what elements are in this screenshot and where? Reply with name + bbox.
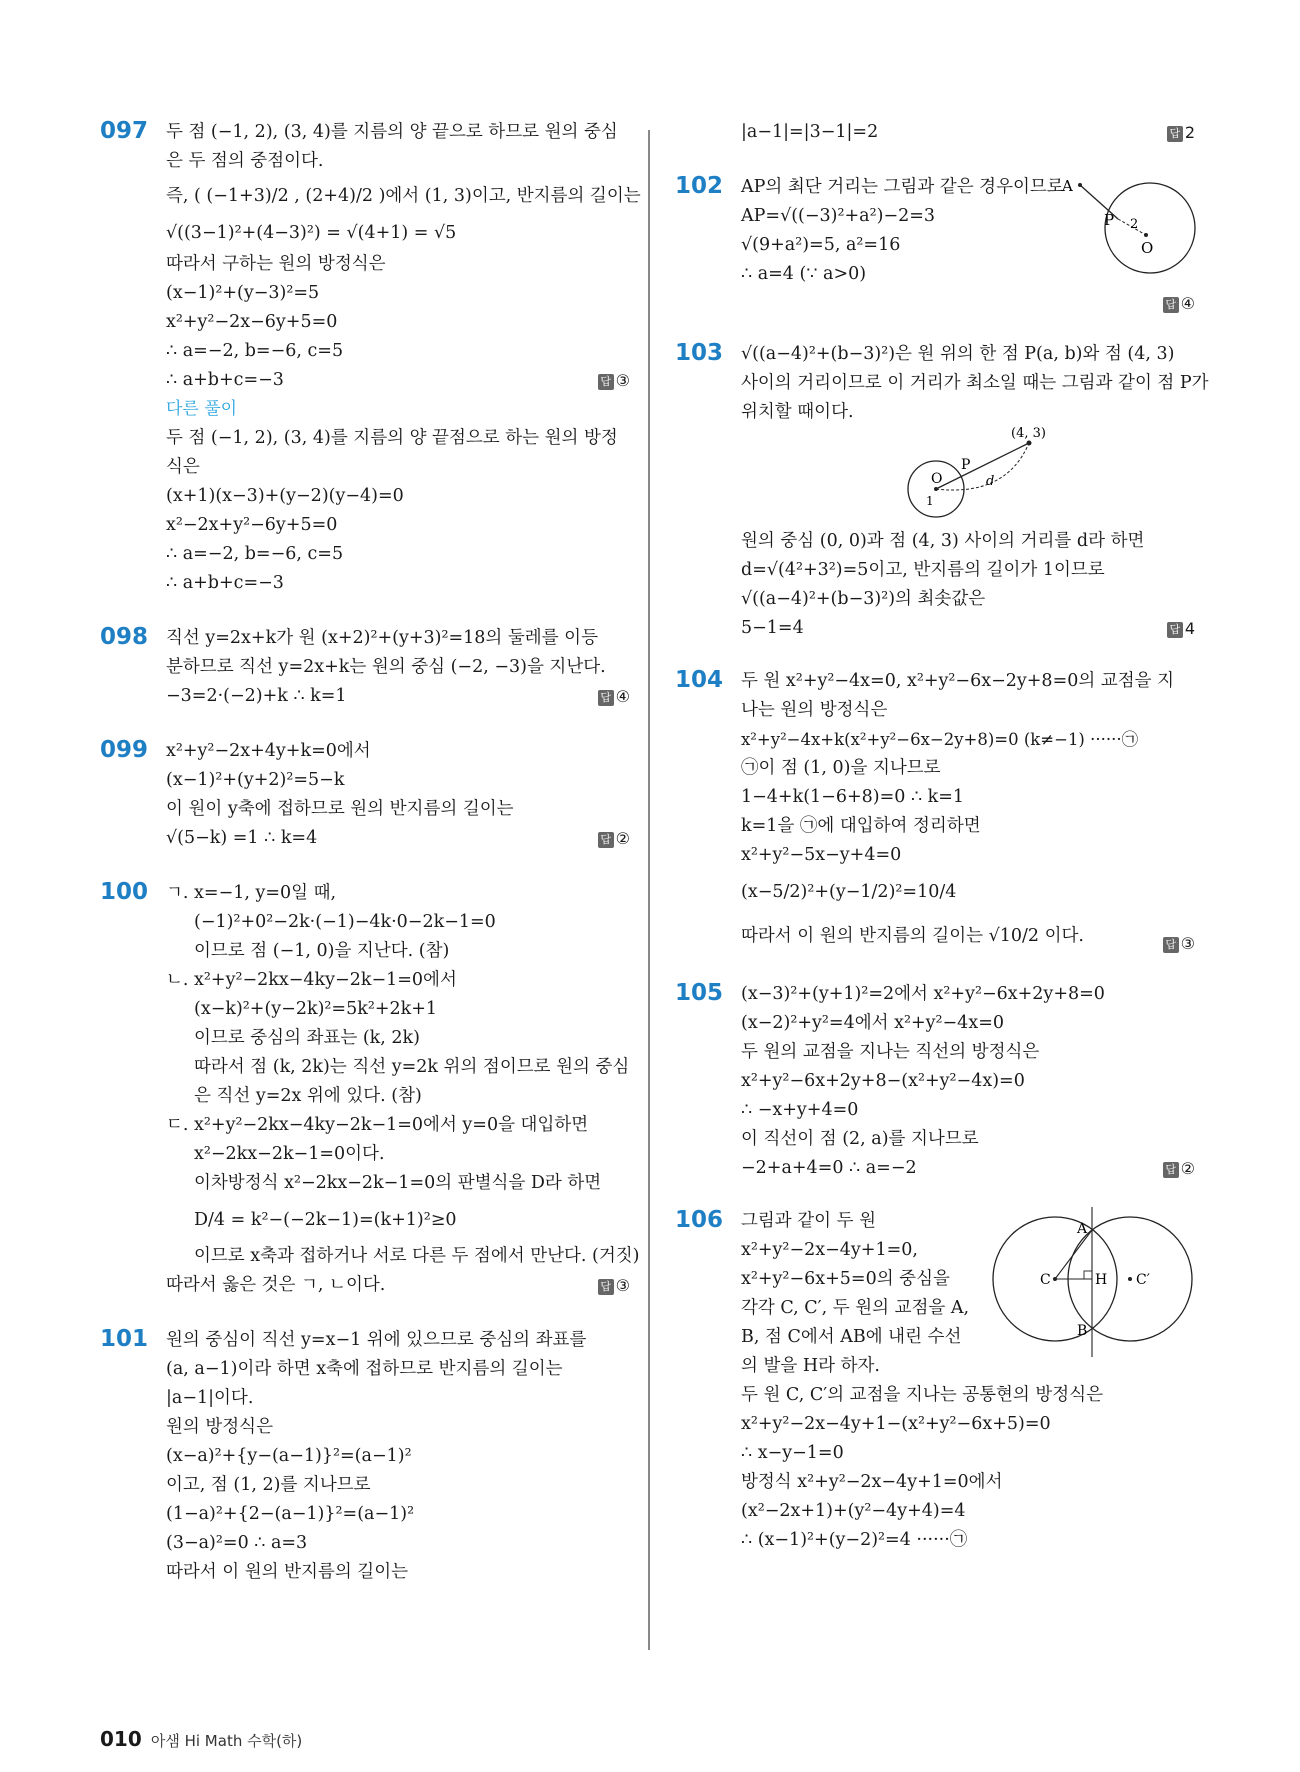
solution-line — [166, 682, 630, 711]
solution-line: 이므로 중심의 좌표는 (k, 2k) — [194, 1028, 420, 1048]
solution-line: (1−a)²+{2−(a−1)}²=(a−1)² — [166, 1504, 415, 1524]
solution-text: 5−1=4 — [741, 618, 804, 638]
solution-line: (x−k)²+(y−2k)²=5k²+2k+1 — [194, 999, 438, 1019]
point-o — [1144, 233, 1148, 237]
label-r: 1 — [926, 494, 934, 508]
solution-line: (x²−2x+1)+(y²−4y+4)=4 — [741, 1501, 966, 1521]
solution-line: 이므로 x축과 접하거나 서로 다른 두 점에서 만난다. (거짓) — [194, 1246, 640, 1266]
answer-badge-icon: 답 — [1163, 937, 1179, 953]
solution-line: 이므로 점 (−1, 0)을 지난다. (참) — [194, 941, 450, 961]
solution-line: 그림과 같이 두 원 — [741, 1211, 877, 1231]
answer-value: ③ — [615, 371, 630, 390]
solution-line: √((a−4)²+(b−3)²)은 원 위의 한 점 P(a, b)와 점 (4, 3) — [741, 344, 1175, 364]
figure-102 — [1060, 173, 1200, 283]
solution-line: AP의 최단 거리는 그림과 같은 경우이므로 — [741, 177, 1064, 197]
solution-line: ㉠이 점 (1, 0)을 지나므로 — [741, 758, 941, 778]
answer-value: 2 — [1184, 123, 1195, 142]
problem-number: 103 — [675, 340, 724, 366]
solution-line: 이고, 점 (1, 2)를 지나므로 — [166, 1475, 371, 1495]
problem-097 — [100, 118, 641, 598]
solution-line: ㄴ. x²+y²−2kx−4ky−2k−1=0에서 — [166, 970, 457, 990]
solution-text: √(5−k) =1 ∴ k=4 — [166, 828, 318, 848]
label-c: C — [1040, 1272, 1051, 1288]
label-o: O — [1141, 239, 1154, 257]
solution-line: 의 발을 H라 하자. — [741, 1356, 880, 1376]
problem-104 — [675, 667, 1195, 958]
label-p: P — [961, 457, 971, 473]
point-c-prime — [1128, 1277, 1132, 1281]
column-divider — [648, 130, 650, 1650]
solution-text: ∴ a+b+c=−3 — [166, 370, 284, 390]
solution-line: 두 점 (−1, 2), (3, 4)를 지름의 양 끝으로 하므로 원의 중심 — [166, 122, 618, 142]
problem-101 — [100, 1326, 630, 1587]
answer — [1163, 289, 1195, 318]
answer-value: ③ — [1180, 934, 1195, 953]
problem-number: 105 — [675, 980, 724, 1006]
solution-line: 따라서 이 원의 반지름의 길이는 — [166, 1562, 409, 1582]
solution-line: 은 두 점의 중점이다. — [166, 151, 324, 171]
solution-line: 이차방정식 x²−2kx−2k−1=0의 판별식을 D라 하면 — [194, 1173, 602, 1193]
solution-line — [166, 1271, 630, 1300]
solution-line: (−1)²+0²−2k·(−1)−4k·0−2k−1=0 — [194, 912, 496, 932]
answer — [1163, 1154, 1195, 1183]
solution-line: |a−1|이다. — [166, 1388, 254, 1408]
answer-badge-icon: 답 — [598, 1279, 614, 1295]
solution-line: B, 점 C에서 AB에 내린 수선 — [741, 1327, 962, 1347]
solution-line: 즉, ( (−1+3)/2 , (2+4)/2 )에서 (1, 3)이고, 반지름의 길이는 — [166, 186, 641, 206]
problem-099 — [100, 737, 630, 853]
problem-number: 098 — [100, 624, 149, 650]
solution-line: 분하므로 직선 y=2x+k는 원의 중심 (−2, −3)을 지난다. — [166, 657, 606, 677]
solution-line: 원의 중심 (0, 0)과 점 (4, 3) 사이의 거리를 d라 하면 — [741, 531, 1145, 551]
problem-number: 102 — [675, 173, 724, 199]
solution-line: AP=√((−3)²+a²)−2=3 — [741, 206, 936, 226]
label-r: 2 — [1130, 217, 1139, 232]
solution-line: (3−a)²=0 ∴ a=3 — [166, 1533, 308, 1553]
solution-line: ∴ a=4 (∵ a>0) — [741, 264, 867, 284]
solution-line: 원의 방정식은 — [166, 1417, 273, 1437]
solution-line — [741, 289, 1195, 318]
solution-line: ∴ x−y−1=0 — [741, 1443, 844, 1463]
answer-badge-icon: 답 — [1167, 622, 1183, 638]
answer — [598, 682, 630, 711]
solution-line: (x−3)²+(y+1)²=2에서 x²+y²−6x+2y+8=0 — [741, 984, 1105, 1004]
solution-line: 이 직선이 점 (2, a)를 지나므로 — [741, 1129, 979, 1149]
solution-line: 두 점 (−1, 2), (3, 4)를 지름의 양 끝점으로 하는 원의 방정 — [166, 428, 618, 448]
solution-line: √(9+a²)=5, a²=16 — [741, 235, 901, 255]
solution-line — [741, 118, 1195, 147]
answer-value: ④ — [1180, 294, 1195, 313]
answer — [598, 1271, 630, 1300]
right-angle-mark — [1084, 1271, 1092, 1279]
answer — [1163, 922, 1195, 966]
solution-line: x²+y²−2x−4y+1=0, — [741, 1240, 918, 1260]
solution-line: (x−1)²+(y+2)²=5−k — [166, 770, 345, 790]
problem-102 — [675, 173, 1195, 318]
answer — [598, 824, 630, 853]
problem-106 — [675, 1207, 1195, 1555]
solution-line: (x−1)²+(y−3)²=5 — [166, 283, 320, 303]
solution-line: 따라서 구하는 원의 방정식은 — [166, 254, 386, 274]
solution-line: 이 원이 y축에 접하므로 원의 반지름의 길이는 — [166, 799, 514, 819]
answer-value: ② — [615, 829, 630, 848]
solution-text: 따라서 옳은 것은 ㄱ, ㄴ이다. — [166, 1275, 386, 1295]
solution-line: ∴ a+b+c=−3 — [166, 573, 284, 593]
label-h: H — [1095, 1272, 1108, 1288]
point-c — [1053, 1277, 1057, 1281]
solution-text: −2+a+4=0 ∴ a=−2 — [741, 1158, 917, 1178]
problem-number: 097 — [100, 118, 149, 144]
label-point: (4, 3) — [1011, 427, 1046, 441]
problem-number: 106 — [675, 1207, 724, 1233]
answer-badge-icon: 답 — [1167, 126, 1183, 142]
solution-line: 나는 원의 방정식은 — [741, 700, 888, 720]
solution-line: 위치할 때이다. — [741, 402, 854, 422]
solution-line: x²+y²−2x−6y+5=0 — [166, 312, 338, 332]
solution-line: (x−a)²+{y−(a−1)}²=(a−1)² — [166, 1446, 412, 1466]
solution-line: 두 원 C, C′의 교점을 지나는 공통현의 방정식은 — [741, 1385, 1104, 1405]
solution-line: ㄷ. x²+y²−2kx−4ky−2k−1=0에서 y=0을 대입하면 — [166, 1115, 589, 1135]
answer-badge-icon: 답 — [598, 832, 614, 848]
solution-line — [741, 1154, 1195, 1183]
solution-text: 따라서 이 원의 반지름의 길이는 √10/2 이다. — [741, 926, 1084, 946]
solution-line: D/4 = k²−(−2k−1)=(k+1)²≥0 — [194, 1210, 457, 1230]
solution-line: 각각 C, C′, 두 원의 교점을 A, — [741, 1298, 970, 1318]
solution-line: √((3−1)²+(4−3)²) = √(4+1) = √5 — [166, 223, 457, 243]
solution-text: −3=2·(−2)+k ∴ k=1 — [166, 686, 347, 706]
problem-103 — [675, 340, 1209, 643]
answer-badge-icon: 답 — [1163, 1162, 1179, 1178]
answer-badge-icon: 답 — [598, 690, 614, 706]
page-number: 010 — [100, 1727, 142, 1751]
solution-line: (x−2)²+y²=4에서 x²+y²−4x=0 — [741, 1013, 1004, 1033]
solution-line: 사이의 거리이므로 이 거리가 최소일 때는 그림과 같이 점 P가 — [741, 373, 1209, 393]
problem-105 — [675, 980, 1195, 1183]
solution-line: x²+y²−6x+2y+8−(x²+y²−4x)=0 — [741, 1071, 1025, 1091]
solution-line — [741, 914, 1195, 958]
answer-badge-icon: 답 — [598, 374, 614, 390]
solution-line: x²−2kx−2k−1=0이다. — [194, 1144, 385, 1164]
problem-number: 100 — [100, 879, 149, 905]
problem-098 — [100, 624, 630, 711]
alternative-solution-title: 다른 풀이 — [166, 399, 238, 419]
solution-line — [741, 614, 1195, 643]
solution-line: ∴ −x+y+4=0 — [741, 1100, 859, 1120]
solution-line: 1−4+k(1−6+8)=0 ∴ k=1 — [741, 787, 965, 807]
answer-badge-icon: 답 — [1163, 297, 1179, 313]
point-a — [1078, 183, 1082, 187]
solution-line: (x−5/2)²+(y−1/2)²=10/4 — [741, 882, 957, 902]
answer — [1167, 118, 1195, 147]
problem-101-continued — [675, 118, 1195, 147]
solution-line: ∴ a=−2, b=−6, c=5 — [166, 544, 344, 564]
solution-line: 방정식 x²+y²−2x−4y+1=0에서 — [741, 1472, 1003, 1492]
solution-line: ∴ a=−2, b=−6, c=5 — [166, 341, 344, 361]
circle — [1105, 183, 1195, 273]
page-footer — [100, 1727, 302, 1751]
answer-value: ② — [1180, 1159, 1195, 1178]
solution-line: ㄱ. x=−1, y=0일 때, — [166, 883, 337, 903]
label-b: B — [1077, 1323, 1088, 1339]
solution-line: (x+1)(x−3)+(y−2)(y−4)=0 — [166, 486, 404, 506]
solution-line: 두 원의 교점을 지나는 직선의 방정식은 — [741, 1042, 1040, 1062]
problem-number: 101 — [100, 1326, 149, 1352]
problem-number: 104 — [675, 667, 724, 693]
solution-line: x²−2x+y²−6y+5=0 — [166, 515, 338, 535]
solution-line: 따라서 점 (k, 2k)는 직선 y=2k 위의 점이므로 원의 중심 — [194, 1057, 630, 1077]
answer — [1167, 614, 1195, 643]
figure-103 — [891, 427, 1091, 527]
solution-line: √((a−4)²+(b−3)²)의 최솟값은 — [741, 589, 986, 609]
label-d: d — [986, 474, 995, 489]
solution-line: 원의 중심이 직선 y=x−1 위에 있으므로 중심의 좌표를 — [166, 1330, 587, 1350]
answer-value: ③ — [615, 1276, 630, 1295]
problem-number: 099 — [100, 737, 149, 763]
problem-100 — [100, 879, 640, 1300]
segment-ca — [1055, 1230, 1092, 1279]
solution-line: x²+y²−4x+k(x²+y²−6x−2y+8)=0 (k≠−1) ······㉠ — [741, 730, 1139, 749]
solution-line — [166, 824, 630, 853]
solution-line: k=1을 ㉠에 대입하여 정리하면 — [741, 816, 981, 836]
label-a: A — [1077, 1221, 1088, 1237]
solution-line: ∴ (x−1)²+(y−2)²=4 ······㉠ — [741, 1530, 968, 1550]
solution-line: d=√(4²+3²)=5이고, 반지름의 길이가 1이므로 — [741, 560, 1105, 580]
point-43 — [1027, 441, 1032, 446]
solution-line: 두 원 x²+y²−4x=0, x²+y²−6x−2y+8=0의 교점을 지 — [741, 671, 1175, 691]
solution-line: x²+y²−2x−4y+1−(x²+y²−6x+5)=0 — [741, 1414, 1051, 1434]
solution-line: x²+y²−6x+5=0의 중심을 — [741, 1269, 950, 1289]
book-title: 아샘 Hi Math 수학(하) — [150, 1732, 303, 1750]
solution-line: 식은 — [166, 457, 200, 477]
label-o: O — [931, 471, 943, 487]
solution-line: 은 직선 y=2x 위에 있다. (참) — [194, 1086, 422, 1106]
right-column — [675, 118, 1209, 1555]
point-o — [934, 487, 938, 491]
label-a: A — [1062, 177, 1073, 195]
solution-line: 직선 y=2x+k가 원 (x+2)²+(y+3)²=18의 둘레를 이등 — [166, 628, 598, 648]
answer — [598, 366, 630, 395]
solution-line: x²+y²−5x−y+4=0 — [741, 845, 902, 865]
solution-line: (a, a−1)이라 하면 x축에 접하므로 반지름의 길이는 — [166, 1359, 563, 1379]
figure-106 — [980, 1207, 1195, 1357]
answer-value: ④ — [615, 687, 630, 706]
left-column — [100, 118, 641, 1587]
label-c-prime: C′ — [1136, 1272, 1150, 1288]
solution-text: |a−1|=|3−1|=2 — [741, 122, 879, 142]
label-p: P — [1104, 211, 1115, 229]
solution-line — [166, 366, 630, 395]
answer-value: 4 — [1184, 619, 1195, 638]
solution-line: x²+y²−2x+4y+k=0에서 — [166, 741, 371, 761]
